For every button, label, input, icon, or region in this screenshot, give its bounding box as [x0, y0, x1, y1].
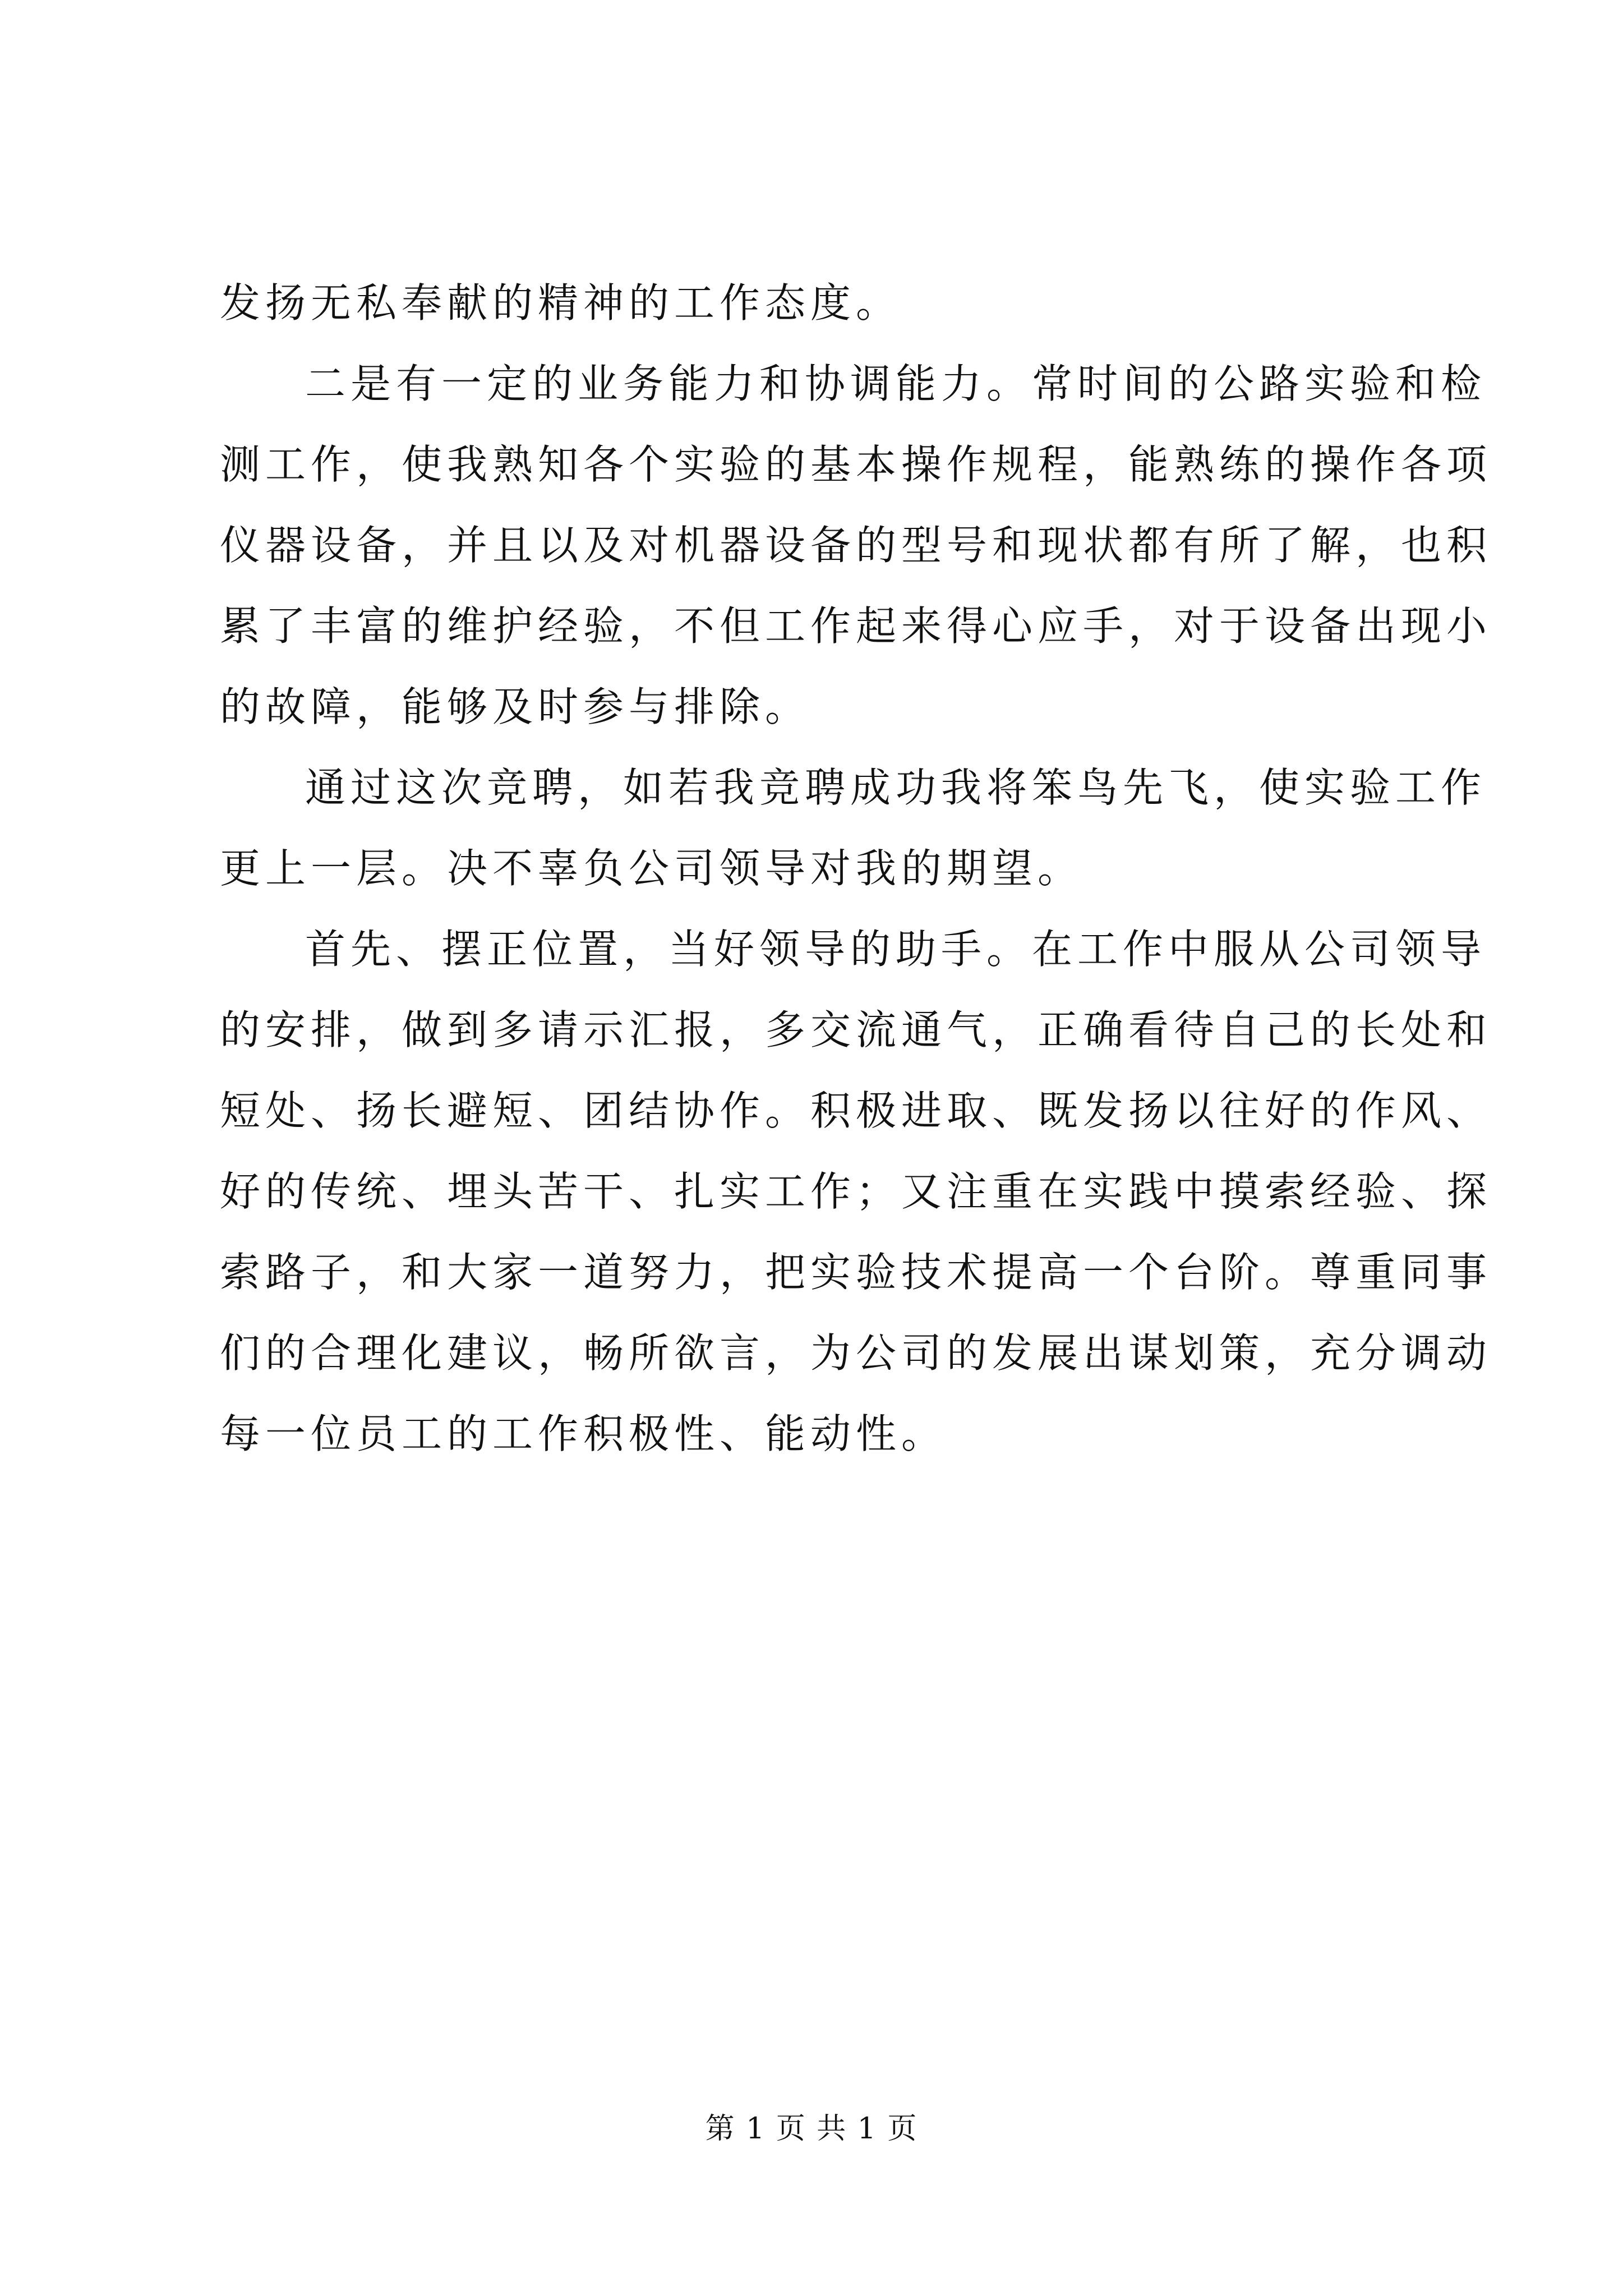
- text-line: 每一位员工的工作积极性、能动性。: [220, 1410, 947, 1457]
- text-line: 发扬无私奉献的精神的工作态度。: [220, 279, 902, 326]
- text-line: 通过这次竞聘，如若我竞聘成功我将笨鸟先飞，使实验工作: [305, 764, 1487, 811]
- text-line: 好的传统、埋头苦干、扎实工作；又注重在实践中摸索经验、探: [220, 1168, 1492, 1215]
- text-line: 仪器设备，并且以及对机器设备的型号和现状都有所了解，也积: [220, 522, 1492, 569]
- text-line: 首先、摆正位置，当好领导的助手。在工作中服从公司领导: [305, 926, 1487, 973]
- text-line: 二是有一定的业务能力和协调能力。常时间的公路实验和检: [305, 360, 1487, 407]
- page-number-label: 第 1 页 共 1 页: [705, 2112, 918, 2146]
- body-text: [220, 263, 1492, 1474]
- text-line: 的安排，做到多请示汇报，多交流通气，正确看待自己的长处和: [220, 1006, 1492, 1053]
- text-line: 更上一层。决不辜负公司领导对我的期望。: [220, 845, 1083, 892]
- text-line: 测工作，使我熟知各个实验的基本操作规程，能熟练的操作各项: [220, 441, 1492, 488]
- page-footer: [0, 2109, 1623, 2148]
- text-line: 的故障，能够及时参与排除。: [220, 683, 811, 730]
- text-line: 累了丰富的维护经验，不但工作起来得心应手，对于设备出现小: [220, 602, 1492, 650]
- text-line: 短处、扬长避短、团结协作。积极进取、既发扬以往好的作风、: [220, 1087, 1492, 1134]
- text-line: 索路子，和大家一道努力，把实验技术提高一个台阶。尊重同事: [220, 1249, 1492, 1296]
- text-line: 们的合理化建议，畅所欲言，为公司的发展出谋划策，充分调动: [220, 1329, 1492, 1377]
